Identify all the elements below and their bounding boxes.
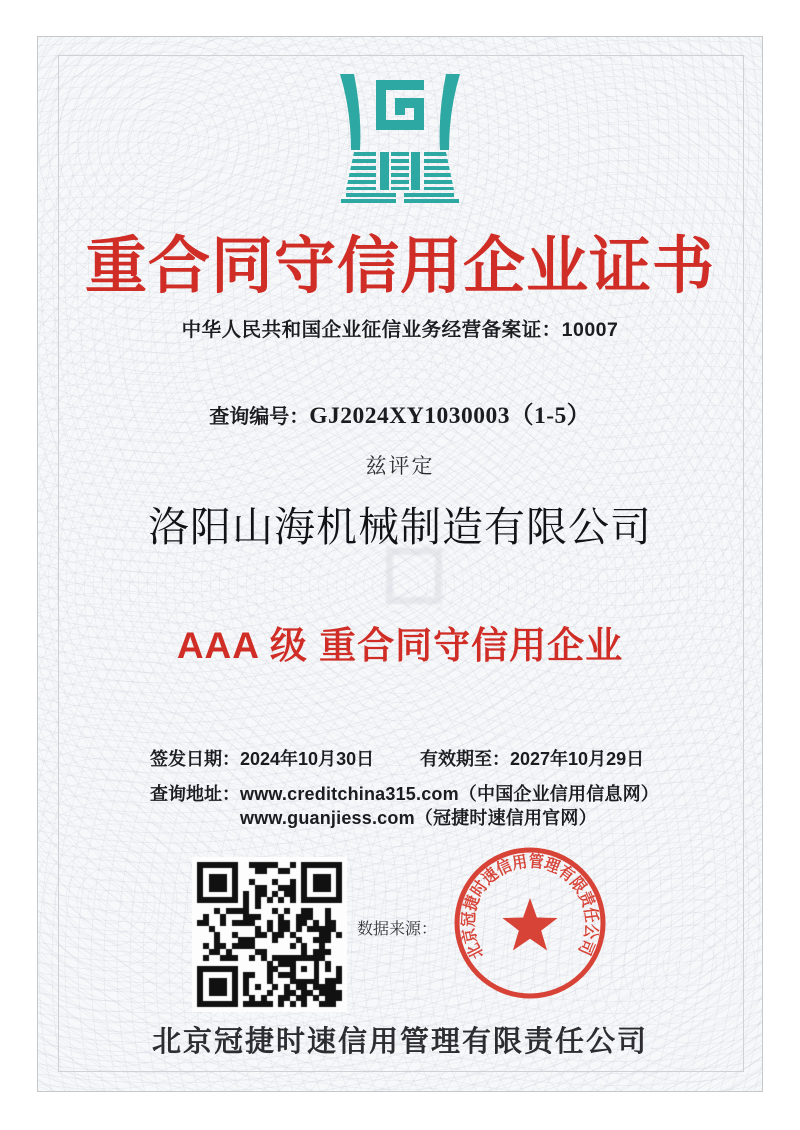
- rating-text: AAA 级 重合同守信用企业: [176, 625, 624, 666]
- valid-until-date: 有效期至：2027年10月29日: [420, 749, 645, 769]
- seal-star-icon: [502, 898, 557, 951]
- hereby-text: 兹评定: [365, 454, 435, 478]
- data-source-label: 数据来源：: [357, 921, 438, 938]
- company-name: 洛阳山海机械制造有限公司: [148, 504, 652, 550]
- seal-text: 北京冠捷时速信用管理有限责任公司: [458, 851, 602, 963]
- issue-date: 签发日期：2024年10月30日: [150, 749, 375, 769]
- guanjie-logo-icon: [338, 72, 462, 206]
- watermark-mark: [386, 548, 442, 604]
- query-address-label: 查询地址：: [150, 784, 240, 804]
- brand-logo-icon: [0, 72, 800, 206]
- query-number-line: [0, 396, 800, 430]
- query-address-line2: www.guanjiess.com（冠捷时速信用官网）: [240, 808, 597, 828]
- query-number-label: 查询编号：: [209, 406, 310, 428]
- query-address-lines: [240, 782, 659, 830]
- qr-code: [192, 857, 347, 1012]
- query-number-value: GJ2024XY1030003（1-5）: [309, 403, 591, 429]
- certificate-title: 重合同守信用企业证书: [84, 232, 715, 301]
- company-seal-icon: [450, 843, 610, 1003]
- issuer-name: 北京冠捷时速信用管理有限责任公司: [151, 1026, 648, 1058]
- query-address-line1: www.creditchina315.com（中国企业信用信息网）: [240, 784, 660, 804]
- query-address-block: [150, 782, 659, 830]
- certificate-subtitle: 中华人民共和国企业征信业务经营备案证：10007: [181, 319, 619, 341]
